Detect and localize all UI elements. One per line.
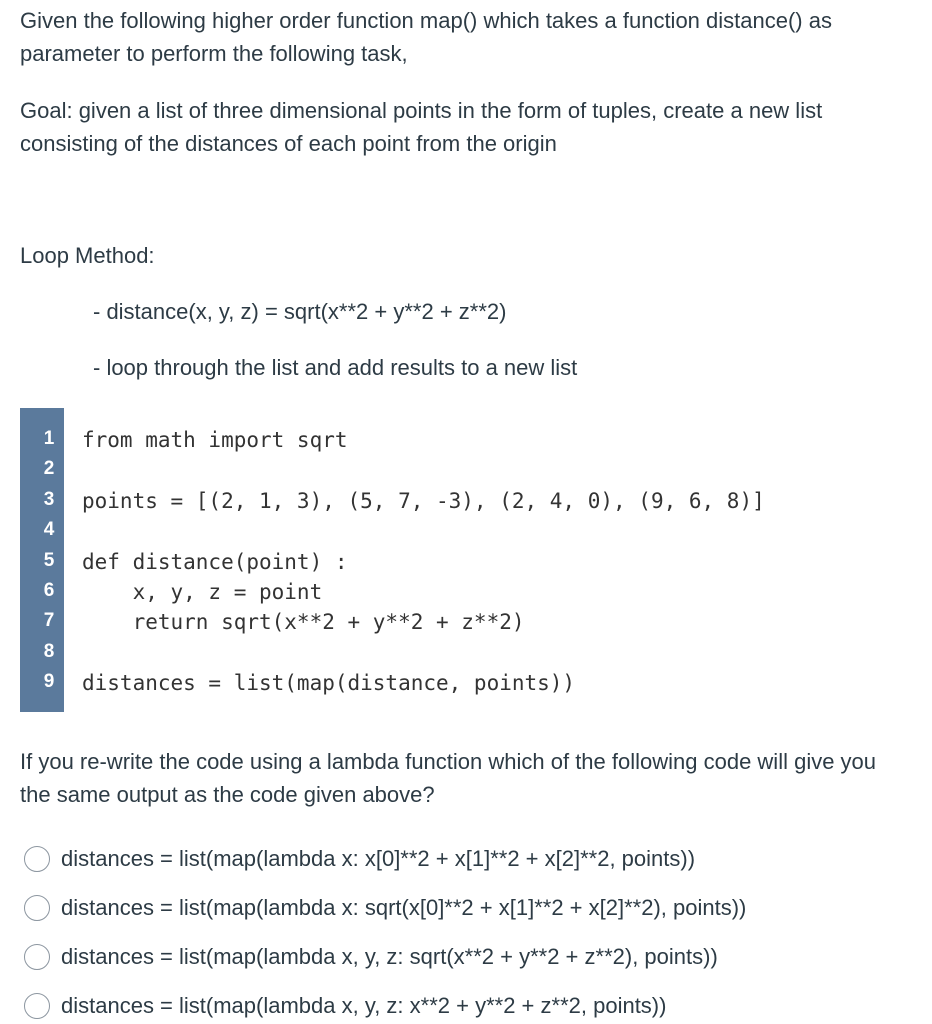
answer-option-label[interactable]: distances = list(map(lambda x, y, z: x**2 + y**2 + z**2, points)) (61, 993, 667, 1018)
bullet-loop-description: - loop through the list and add results to a new list (93, 355, 578, 380)
answer-option[interactable] (24, 891, 746, 925)
question-goal: Goal: given a list of three dimensional points in the form of tuples, create a new list consisting of the distances of each point from the origin (20, 98, 823, 156)
answer-option-label[interactable]: distances = list(map(lambda x, y, z: sqrt(x**2 + y**2 + z**2), points)) (61, 944, 718, 969)
answer-option[interactable] (24, 940, 718, 974)
line-number: 9 (43, 671, 55, 692)
radio-button[interactable] (24, 846, 50, 872)
line-number: 1 (43, 428, 55, 449)
bullet-distance-formula: - distance(x, y, z) = sqrt(x**2 + y**2 + z**2) (93, 299, 507, 324)
code-line: points = [(2, 1, 3), (5, 7, -3), (2, 4, 0), (9, 6, 8)] (82, 489, 765, 513)
code-line: distances = list(map(distance, points)) (82, 671, 576, 695)
code-line: def distance(point) : (82, 550, 348, 574)
code-line: return sqrt(x**2 + y**2 + z**2) (82, 610, 525, 634)
question-intro: Given the following higher order function map() which takes a function distance() as parameter to perform the following task, (20, 8, 832, 66)
line-number: 2 (43, 458, 55, 479)
line-number: 7 (43, 610, 55, 631)
radio-button[interactable] (24, 993, 50, 1019)
line-number: 5 (43, 550, 55, 571)
code-line: x, y, z = point (82, 580, 323, 604)
line-number: 6 (43, 580, 55, 601)
answer-option[interactable] (24, 842, 695, 876)
answer-option[interactable] (24, 989, 666, 1023)
loop-method-heading: Loop Method: (20, 243, 155, 268)
answer-option-label[interactable]: distances = list(map(lambda x: x[0]**2 + x[1]**2 + x[2]**2, points)) (61, 846, 696, 871)
answer-option-label[interactable]: distances = list(map(lambda x: sqrt(x[0]**2 + x[1]**2 + x[2]**2), points)) (61, 895, 747, 920)
radio-button[interactable] (24, 895, 50, 921)
line-number: 8 (43, 641, 55, 662)
line-number: 4 (43, 519, 55, 540)
radio-button[interactable] (24, 944, 50, 970)
code-line: from math import sqrt (82, 428, 348, 452)
question-prompt: If you re-write the code using a lambda function which of the following code will give you the same output as the code given above? (20, 749, 877, 807)
line-number: 3 (43, 489, 55, 510)
